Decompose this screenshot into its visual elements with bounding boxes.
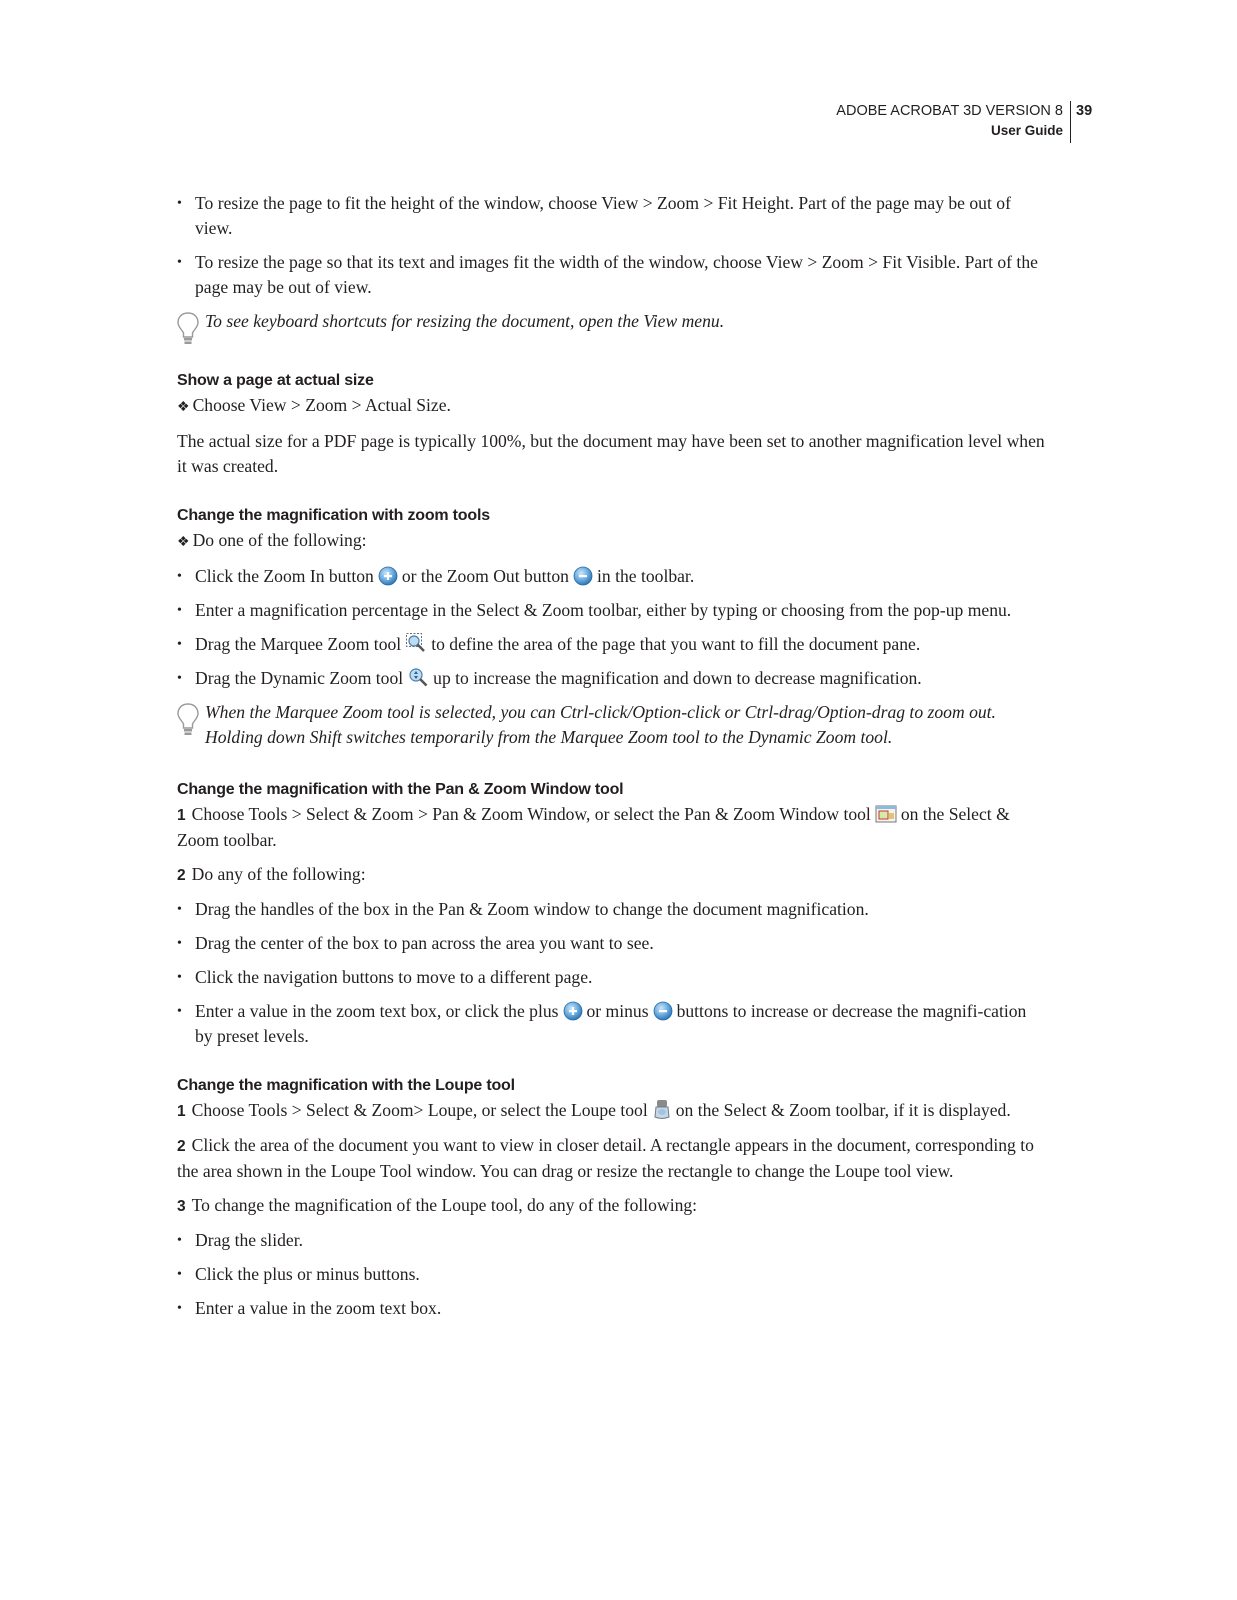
- list-text: in the toolbar.: [596, 566, 695, 586]
- step-text: Click the area of the document you want to view in closer detail. A rectangle appears in the document, corresponding to the area shown in the Loupe Tool window. You can drag or resize the rectangle to change the Loupe tool view.: [177, 1135, 1034, 1181]
- list-text: buttons to increase or decrease the magnifi-cation by preset levels.: [195, 1001, 1027, 1046]
- step-text: Do one of the following:: [192, 530, 367, 550]
- step-number: 1: [177, 1103, 186, 1120]
- zoom-out-icon: [573, 566, 593, 586]
- step-text: on the Select & Zoom toolbar, if it is displayed.: [675, 1100, 1011, 1120]
- list-text: Drag the Dynamic Zoom tool: [195, 668, 404, 688]
- list-text: Drag the Marquee Zoom tool: [195, 634, 402, 654]
- list-item: • Click the navigation buttons to move to a different page.: [177, 965, 1047, 990]
- list-text: or minus: [586, 1001, 649, 1021]
- page-header: [700, 101, 1100, 143]
- tip-note: [177, 309, 1047, 334]
- step-text: Choose Tools > Select & Zoom> Loupe, or select the Loupe tool: [191, 1100, 648, 1120]
- list-item: • Drag the handles of the box in the Pan & Zoom window to change the document magnification.: [177, 897, 1047, 922]
- list-item: • Drag the center of the box to pan across the area you want to see.: [177, 931, 1047, 956]
- list-item: [177, 999, 1047, 1049]
- dynamic-zoom-icon: [407, 666, 429, 688]
- numbered-step: [177, 1193, 1047, 1219]
- step-text: To change the magnification of the Loupe tool, do any of the following:: [191, 1195, 698, 1215]
- plus-icon: [563, 1001, 583, 1021]
- tip-text: When the Marquee Zoom tool is selected, you can Ctrl-click/Option-click or Ctrl-drag/Option-drag to zoom out. Holding down Shift switches temporarily from the Marquee Zoom tool to the Dynamic Zoom tool.: [205, 702, 996, 747]
- single-step: [177, 393, 1047, 420]
- list-item: [177, 632, 1047, 657]
- minus-icon: [653, 1001, 673, 1021]
- step-text: on the Select & Zoom toolbar.: [177, 804, 1010, 850]
- list-item: [177, 564, 1047, 589]
- step-text: Do any of the following:: [191, 864, 366, 884]
- lightbulb-icon: [176, 702, 200, 738]
- list-item: • Enter a value in the zoom text box.: [177, 1296, 1047, 1321]
- loupe-icon: [652, 1098, 672, 1120]
- numbered-step: [177, 1098, 1047, 1124]
- section-heading: Show a page at actual size: [177, 372, 374, 389]
- marquee-zoom-icon: [405, 632, 427, 654]
- step-number: 3: [177, 1198, 186, 1215]
- single-step: [177, 528, 1047, 555]
- diamond-bullet-icon: ❖: [177, 400, 190, 415]
- list-text: or the Zoom Out button: [401, 566, 569, 586]
- list-text: Click the Zoom In button: [195, 566, 374, 586]
- step-text: Choose Tools > Select & Zoom > Pan & Zoom Window, or select the Pan & Zoom Window tool: [191, 804, 871, 824]
- lightbulb-icon: [176, 311, 200, 347]
- list-item: • To resize the page to fit the height of the window, choose View > Zoom > Fit Height. Part of the page may be out of view.: [177, 191, 1047, 241]
- list-item: • To resize the page so that its text and images fit the width of the window, choose View > Zoom > Fit Visible. Part of the page may be out of view.: [177, 250, 1047, 300]
- header-product: ADOBE ACROBAT 3D VERSION 8: [836, 103, 1063, 119]
- list-text: Enter a value in the zoom text box, or click the plus: [195, 1001, 559, 1021]
- pan-zoom-window-icon: [875, 804, 897, 824]
- page-content: [177, 191, 1047, 1330]
- list-item: [177, 666, 1047, 691]
- section-heading: Change the magnification with the Pan & Zoom Window tool: [177, 781, 624, 798]
- numbered-step: [177, 1133, 1047, 1184]
- section-heading: Change the magnification with the Loupe tool: [177, 1077, 515, 1094]
- header-divider: [1070, 101, 1071, 143]
- list-item: • Enter a magnification percentage in the Select & Zoom toolbar, either by typing or choosing from the pop-up menu.: [177, 598, 1047, 623]
- step-number: 2: [177, 867, 186, 884]
- tip-text: To see keyboard shortcuts for resizing the document, open the View menu.: [205, 311, 725, 331]
- step-text: Choose View > Zoom > Actual Size.: [192, 395, 451, 415]
- list-text: up to increase the magnification and down to decrease magnification.: [433, 668, 922, 688]
- list-item: • Click the plus or minus buttons.: [177, 1262, 1047, 1287]
- body-text: The actual size for a PDF page is typically 100%, but the document may have been set to another magnification level when it was created.: [177, 431, 1045, 476]
- page-number: 39: [1076, 103, 1093, 119]
- list-item: • Drag the slider.: [177, 1228, 1047, 1253]
- step-number: 1: [177, 807, 186, 824]
- numbered-step: [177, 802, 1047, 853]
- header-guide: User Guide: [990, 123, 1063, 138]
- diamond-bullet-icon: ❖: [177, 535, 190, 550]
- header-title-block: [836, 101, 1063, 141]
- list-text: to define the area of the page that you want to fill the document pane.: [431, 634, 921, 654]
- zoom-in-icon: [378, 566, 398, 586]
- tip-note: [177, 700, 1047, 750]
- numbered-step: [177, 862, 1047, 888]
- section-heading: Change the magnification with zoom tools: [177, 507, 490, 524]
- step-number: 2: [177, 1138, 186, 1155]
